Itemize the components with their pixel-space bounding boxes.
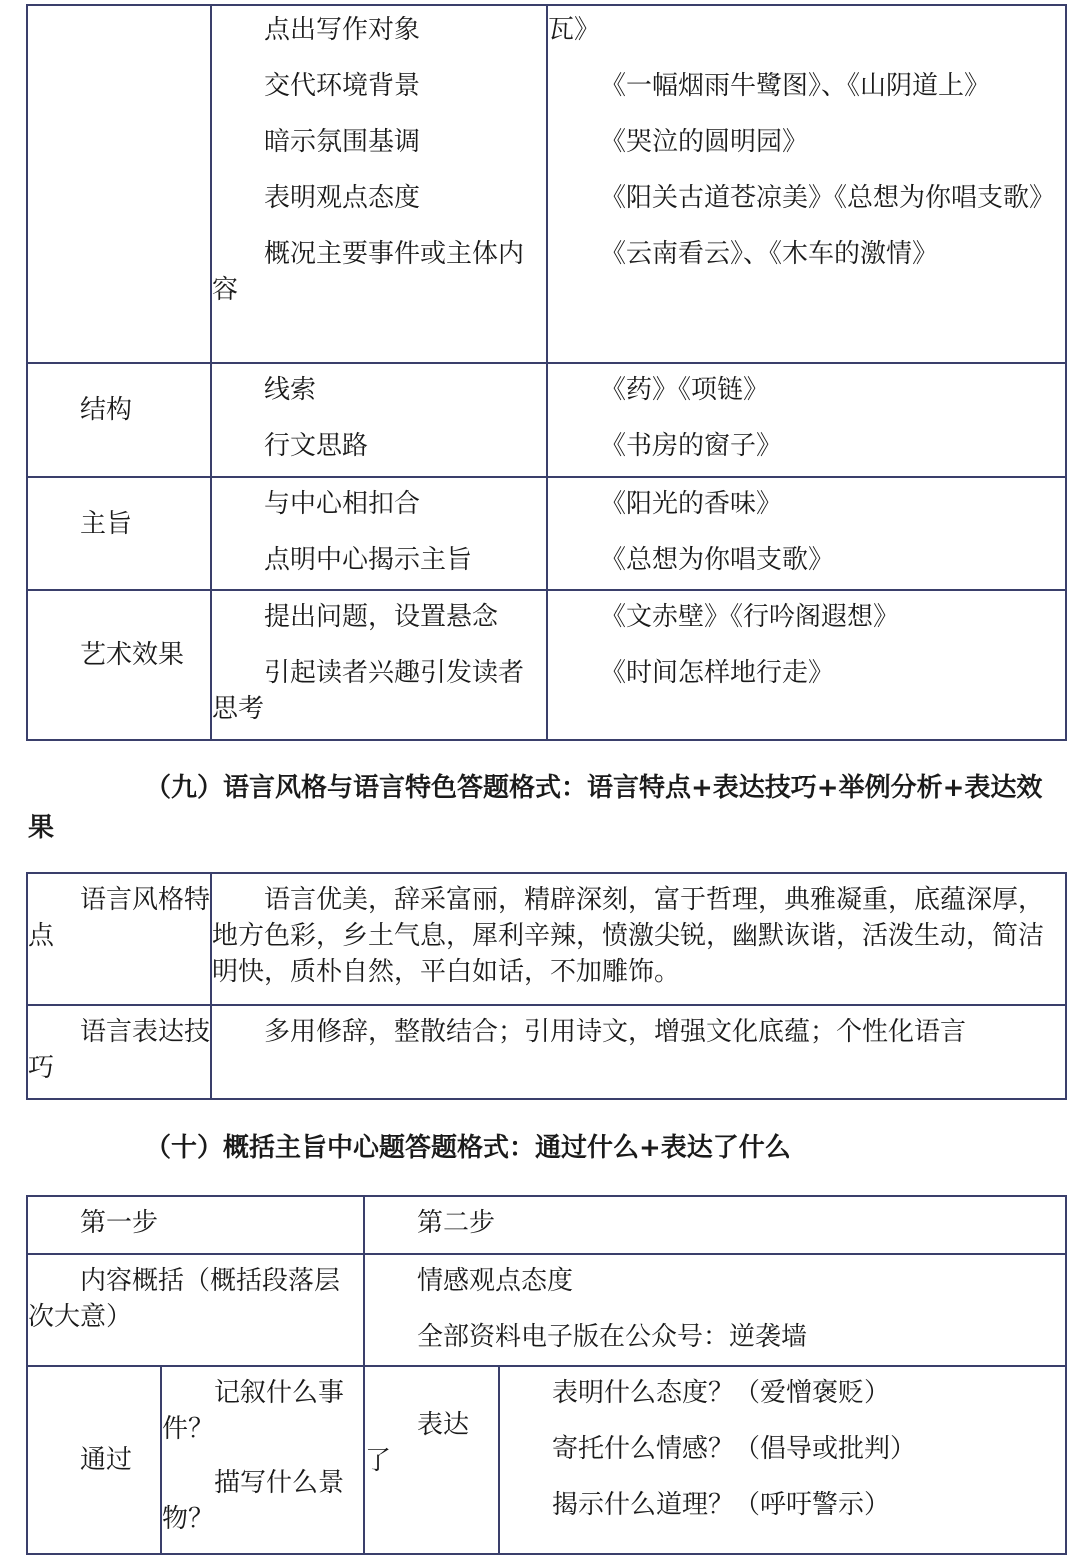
list-item: 揭示什么道理？（呼吁警示）	[552, 1490, 891, 1520]
function-cell	[211, 363, 547, 477]
table-row	[27, 5, 1066, 363]
express-cell	[364, 1366, 499, 1554]
through-cell	[27, 1366, 161, 1554]
content-summary-cell	[27, 1254, 364, 1366]
list-item: 暗示氛围基调	[264, 127, 421, 157]
table-row	[27, 1254, 1066, 1366]
list-item: 《总想为你唱支歌》	[600, 545, 835, 575]
function-cell	[211, 477, 547, 590]
list-item: 《阳光的香味》	[600, 489, 783, 519]
le-char: 了	[365, 1446, 392, 1476]
list-item: 《文赤壁》《行吟阁遐想》	[600, 602, 900, 632]
table-row	[27, 477, 1066, 590]
step-label: 第二步	[417, 1208, 496, 1238]
section-heading: （十）概括主旨中心题答题格式：通过什么+表达了什么	[145, 1133, 791, 1163]
table-row	[27, 363, 1066, 477]
list-item: 《阳关古道苍凉美》《总想为你唱支歌》	[600, 183, 1056, 213]
list-item: 《云南看云》、《木车的激情》	[600, 239, 939, 269]
list-item: 瓦》	[548, 15, 601, 45]
list-item: 提出问题，设置悬念	[264, 602, 499, 632]
list-item: 点明中心揭示主旨	[264, 545, 473, 575]
list-item: 行文思路	[264, 431, 369, 461]
list-item: 概况主要事件或主体内容	[212, 239, 525, 305]
table-row	[27, 873, 1066, 1005]
row-text: 多用修辞，整散结合；引用诗文，增强文化底蕴；个性化语言	[264, 1017, 967, 1047]
list-item: 线索	[264, 375, 317, 405]
category-label: 结构	[80, 395, 133, 425]
list-item: 《哭泣的圆明园》	[600, 127, 809, 157]
content-summary: 内容概括（概括段落层次大意）	[28, 1266, 341, 1332]
theme-table	[26, 1195, 1067, 1555]
step-cell	[364, 1196, 1066, 1254]
emotion-cell	[364, 1254, 1066, 1366]
emotion-label: 情感观点态度	[417, 1266, 574, 1296]
function-cell	[211, 5, 547, 363]
list-item: 点出写作对象	[264, 15, 421, 45]
category-cell	[27, 477, 211, 590]
example-cell	[547, 590, 1066, 740]
step-cell	[27, 1196, 364, 1254]
language-table	[26, 872, 1067, 1100]
express-label: 表达	[417, 1410, 470, 1440]
table-row	[27, 590, 1066, 740]
list-item: 《一幅烟雨牛鹭图》、《山阴道上》	[600, 71, 991, 101]
list-item: 寄托什么情感？（倡导或批判）	[552, 1434, 917, 1464]
label-cell	[27, 1005, 211, 1099]
list-item: 交代环境背景	[264, 71, 421, 101]
list-item: 表明观点态度	[264, 183, 421, 213]
category-label: 艺术效果	[80, 640, 185, 670]
table-row	[27, 1366, 1066, 1554]
resource-note: 全部资料电子版在公众号：逆袭墙	[417, 1322, 808, 1352]
row-text: 语言优美，辞采富丽，精辟深刻，富于哲理，典雅凝重，底蕴深厚，地方色彩，乡土气息，犀利辛辣，愤激尖锐，幽默诙谐，活泼生动，简洁明快，质朴自然，平白如话，不加雕饰。	[212, 885, 1045, 987]
express-items-cell	[499, 1366, 1066, 1554]
function-cell	[211, 590, 547, 740]
list-item: 《药》《项链》	[600, 375, 770, 405]
example-cell	[547, 5, 1066, 363]
row-label: 语言风格特点	[28, 885, 211, 951]
table-row	[27, 1196, 1066, 1254]
list-item: 表明什么态度？（爱憎褒贬）	[552, 1378, 891, 1408]
category-cell	[27, 5, 211, 363]
step-label: 第一步	[80, 1208, 159, 1238]
category-label: 主旨	[80, 509, 133, 539]
row-label: 语言表达技巧	[28, 1017, 211, 1083]
list-item: 引起读者兴趣引发读者思考	[212, 658, 525, 724]
through-items-cell	[161, 1366, 364, 1554]
text-cell	[211, 873, 1066, 1005]
through-label: 通过	[80, 1445, 133, 1475]
techniques-table	[26, 4, 1067, 741]
example-cell	[547, 477, 1066, 590]
list-item: 《书房的窗子》	[600, 431, 783, 461]
table-row	[27, 1005, 1066, 1099]
list-item: 记叙什么事件？	[162, 1378, 345, 1444]
category-cell	[27, 363, 211, 477]
label-cell	[27, 873, 211, 1005]
section-heading: （九）语言风格与语言特色答题格式：语言特点+表达技巧+举例分析+表达效果	[28, 773, 1043, 843]
list-item: 《时间怎样地行走》	[600, 658, 835, 688]
list-item: 描写什么景物？	[162, 1468, 345, 1534]
text-cell	[211, 1005, 1066, 1099]
example-cell	[547, 363, 1066, 477]
list-item: 与中心相扣合	[264, 489, 421, 519]
category-cell	[27, 590, 211, 740]
